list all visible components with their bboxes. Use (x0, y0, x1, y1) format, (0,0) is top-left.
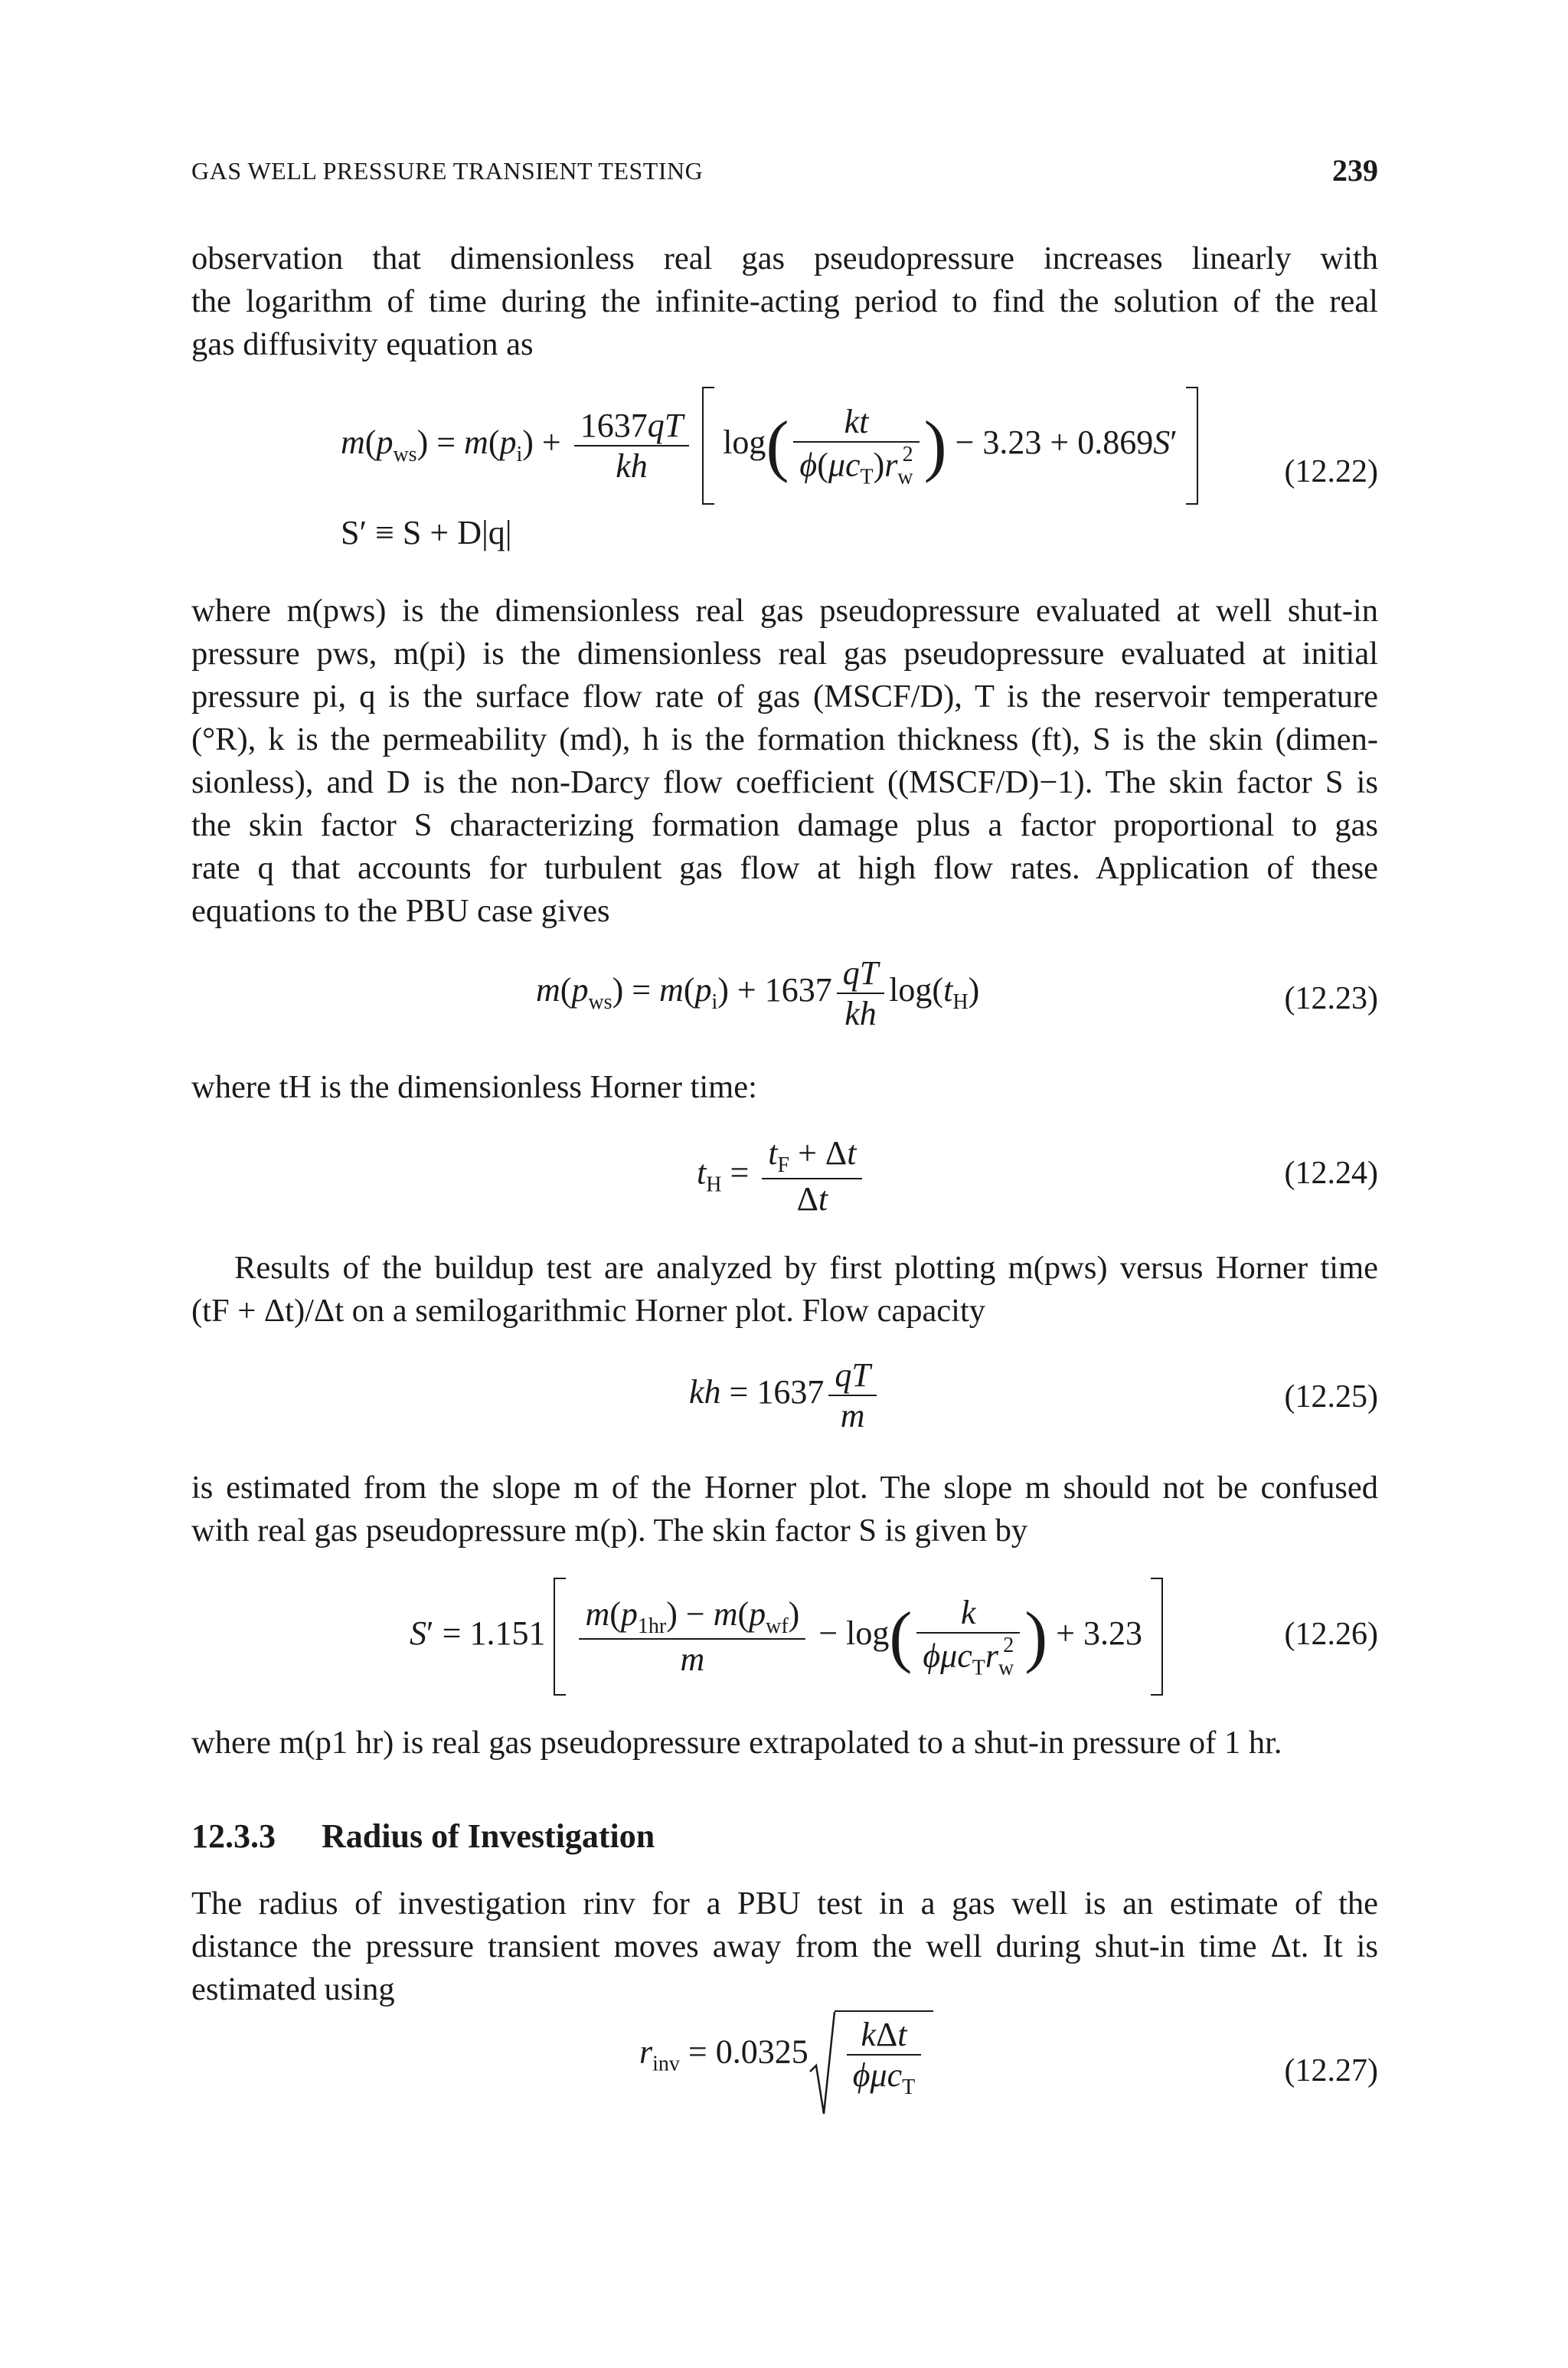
eq-constant: 0.0325 (715, 2033, 808, 2071)
equation-12-24: $t_H$ = $\frac{t_F + \Delta t}{\Delta t}$ (697, 1133, 867, 1218)
left-bracket (702, 387, 714, 505)
equation-12-22: $m(p_{ws}) = m(p_i)$ + $\frac{1637qT}{kh}$ log( $\frac{kt}{\phi(\mu c_T)r_w^2}$ ) − 3.23 + 0.869S′ (341, 387, 1198, 505)
left-bracket (554, 1578, 566, 1696)
text-line: distance the pressure transient moves away from the well during shut-in time Δt. It is (191, 1928, 1378, 1964)
text-line: the skin factor S characterizing formation damage plus a factor proportional to gas (191, 807, 1378, 843)
eq-constant: + 3.23 (1056, 1614, 1143, 1653)
paragraph-intro (191, 237, 1378, 366)
equation-number: (12.24) (1284, 1156, 1378, 1191)
equation-12-22-line2: S′ ≡ S + D|q| (341, 514, 512, 551)
eq-constant: 1637 (580, 407, 648, 444)
section-title: Radius of Investigation (322, 1817, 655, 1855)
eq-constant: 1.151 (469, 1614, 546, 1653)
eq-constant: − 3.23 + 0.869 (955, 424, 1154, 462)
paragraph-radius (191, 1882, 1378, 2011)
right-bracket (1151, 1578, 1163, 1696)
fraction: $\frac{k}{\phi\mu c_Tr_w^2}$ (916, 1593, 1020, 1680)
text-line: where tH is the dimensionless Horner time: (191, 1069, 757, 1105)
right-bracket (1186, 387, 1198, 505)
paragraph-definitions (191, 590, 1378, 933)
fraction: $\frac{\text{kΔt}}{\phi\mu c_T}$ (847, 2015, 922, 2100)
radical-sign-icon (808, 2010, 836, 2118)
text-line: where m(p1 hr) is real gas pseudopressure extrapolated to a shut-in pressure of 1 hr. (191, 1725, 1282, 1761)
text-line: where m(pws) is the dimensionless real gas pseudopressure evaluated at well shut-in (191, 593, 1378, 629)
square-root (808, 2010, 934, 2100)
text-line: sionless), and D is the non-Darcy flow coefficient ((MSCF/D)−1). The skin factor S is (191, 764, 1378, 800)
text-line: gas diffusivity equation as (191, 326, 534, 362)
page-header (191, 153, 1378, 195)
equation-number: (12.27) (1284, 2053, 1378, 2088)
fraction: $\frac{t_F + \Delta t}{\Delta t}$ (762, 1133, 862, 1218)
equation-12-27: $r_{inv} = 0.0325$ $\frac{\text{kΔt}}{\phi\mu c_T}$ (639, 2010, 933, 2100)
fraction: $\frac{qT}{m}$ (828, 1356, 876, 1435)
section-heading (191, 1817, 655, 1856)
fraction: $\frac{qT}{kh}$ (837, 953, 884, 1033)
fraction: $\frac{kt}{\phi(\mu c_T)r_w^2}$ (793, 402, 919, 489)
equation-number: (12.26) (1284, 1617, 1378, 1652)
text-line: Results of the buildup test are analyzed by first plotting m(pws) versus Horner time (234, 1250, 1378, 1286)
fraction: $\frac{m(p_{1hr}) - m(p_{wf})}{m}$ (579, 1594, 805, 1680)
text-line: is estimated from the slope m of the Horner plot. The slope m should not be confused (191, 1470, 1378, 1506)
page-number: 239 (1332, 153, 1378, 188)
equation-12-25: kh = 1637 $\frac{qT}{m}$ (689, 1356, 881, 1435)
fraction: $\frac{1637qT}{kh}$ (574, 406, 689, 486)
eq-constant: 1637 (756, 1373, 825, 1411)
equation-number: (12.23) (1284, 981, 1378, 1016)
running-head: GAS WELL PRESSURE TRANSIENT TESTING (191, 157, 704, 185)
section-number: 12.3.3 (191, 1817, 276, 1855)
paragraph-extrapolated (191, 1722, 1378, 1765)
text-line: (°R), k is the permeability (md), h is the formation thickness (ft), S is the skin (dimen- (191, 721, 1378, 757)
text-line: pressure pi, q is the surface flow rate of gas (MSCF/D), T is the reservoir temperature (191, 679, 1378, 715)
paragraph-slope (191, 1467, 1378, 1552)
equation-number: (12.25) (1284, 1379, 1378, 1415)
text-line: pressure pws, m(pi) is the dimensionless real gas pseudopressure evaluated at initial (191, 636, 1378, 672)
paragraph-horner-time (191, 1066, 1378, 1109)
text-line: rate q that accounts for turbulent gas flow at high flow rates. Application of these (191, 850, 1378, 886)
text-line: (tF + Δt)/Δt on a semilogarithmic Horner plot. Flow capacity (191, 1293, 986, 1329)
text-line: the logarithm of time during the infinite-acting period to find the solution of the real (191, 283, 1378, 319)
text-line: estimated using (191, 1971, 395, 2007)
paragraph-results (191, 1247, 1378, 1333)
text-line: observation that dimensionless real gas pseudopressure increases linearly with (191, 240, 1378, 276)
equation-12-23: $m(p_{ws}) = m(p_i) + 1637$ $\frac{qT}{kh}$ $\log(t_H)$ (536, 954, 980, 1032)
eq-constant: 1637 (764, 971, 832, 1009)
equation-number: (12.22) (1284, 454, 1378, 489)
text-line: equations to the PBU case gives (191, 893, 610, 929)
text-line: with real gas pseudopressure m(p). The skin factor S is given by (191, 1513, 1028, 1549)
equation-12-26: S′ = 1.151 $\frac{m(p_{1hr}) - m(p_{wf})}{m}$ − log( $\frac{k}{\phi\mu c_Tr_w^2}$ ) + 3.23 (410, 1578, 1163, 1696)
text-line: The radius of investigation rinv for a PBU test in a gas well is an estimate of the (191, 1886, 1378, 1922)
